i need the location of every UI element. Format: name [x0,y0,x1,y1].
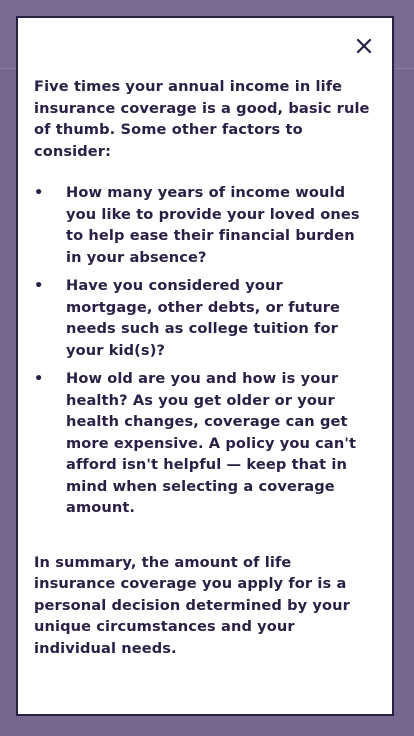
factor-list [34,182,372,519]
list-item [34,275,372,361]
intro-text: Five times your annual income in life insurance coverage is a good, basic rule of thumb. Some other factors to consider: [34,78,370,160]
modal-content [34,76,372,659]
bullet: • [34,277,44,294]
factor-text: How many years of income would you like to provide your loved ones to help ease their financial burden in your absence? [66,184,360,266]
summary-text: In summary, the amount of life insurance coverage you apply for is a personal decision determined by your unique circumstances and your individual needs. [34,553,350,657]
close-icon[interactable] [355,37,373,55]
bullet: • [34,370,44,387]
factor-text: How old are you and how is your health? As you get older or your health changes, coverage can get more expensive. A policy you can't afford isn't helpful — keep that in mind when selecting a coverage amount. [66,370,357,516]
close-button[interactable] [355,37,373,55]
factor-text: Have you considered your mortgage, other debts, or future needs such as college tuition for your kid(s)? [66,277,341,359]
list-item [34,368,372,519]
list-item [34,182,372,268]
bullet: • [34,184,44,201]
info-modal [16,16,394,716]
